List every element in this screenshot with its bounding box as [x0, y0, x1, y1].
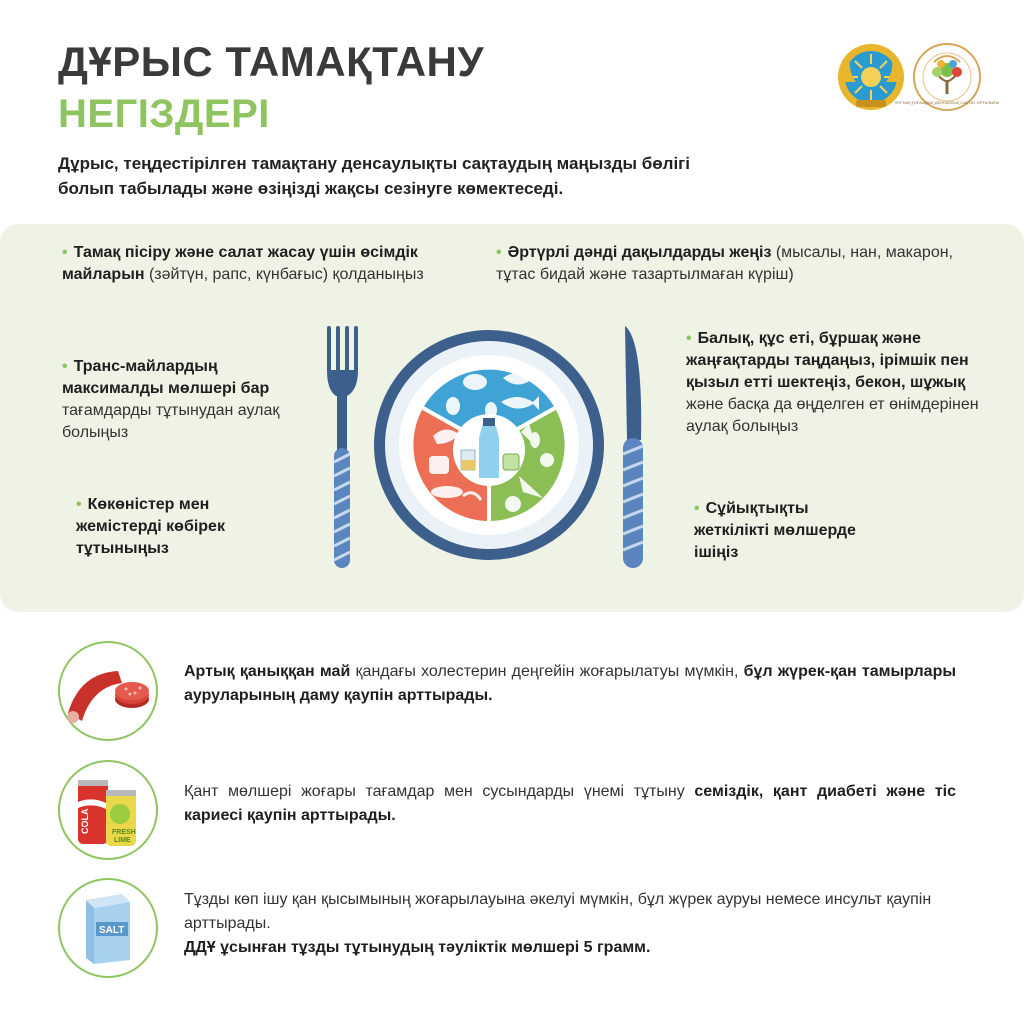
tip-trans-fats: • Транс-майлардың максималды мөлшері бар тағамдарды тұтынудан аулақ болыңыз: [62, 358, 280, 441]
fresh-label: FRESH: [112, 829, 136, 836]
risk-sugar: Қант мөлшері жоғары тағамдар мен сусындарды үнемі тұтыну семіздік, қант диабеті және тіс кариесі қаупін арттырады.: [184, 783, 956, 824]
page-title: ДҰРЫС ТАМАҚТАНУ: [58, 38, 485, 85]
bullet-icon: •: [62, 244, 68, 261]
salt-illustration: [58, 878, 158, 978]
health-center-logo-icon: [894, 42, 1000, 112]
tip-protein-choice: • Балық, құс еті, бұршақ және жаңғақтарды таңдаңыз, ірімшік пен қызыл етті шектеңіз, бекон, шұжық және басқа да өңделген ет өнімдерінен аулақ болыңыз: [686, 330, 979, 435]
bullet-icon: •: [686, 330, 692, 347]
risk-saturated-fat: Артық қаныққан май қандағы холестерин деңгейін жоғарылатуы мүмкін, бұл жүрек-қан тамырлары ауруларының даму қаупін арттырады.: [184, 663, 957, 704]
salt-pack-icon: [60, 880, 156, 976]
lime-label: LIME: [114, 837, 131, 844]
healthy-plate-illustration: [325, 320, 655, 580]
page-subtitle: НЕГІЗДЕРІ: [58, 92, 270, 136]
bullet-icon: •: [694, 500, 700, 517]
salt-label: SALT: [99, 925, 125, 936]
tip-fluids: • Сұйықтықты жеткілікті мөлшерде ішіңіз: [694, 500, 856, 561]
sausage-illustration: [58, 641, 158, 741]
risk-salt: Тұзды көп ішу қан қысымының жоғарылауына әкелуі мүмкін, бұл жүрек ауруы немесе инсульт қаупін арттырады. ДДҰ ұсынған тұзды тұтынудың тәуліктік мөлшері 5 грамм.: [184, 891, 932, 956]
bullet-icon: •: [76, 496, 82, 513]
bullet-icon: •: [62, 358, 68, 375]
tip-vegetable-oils: • Тамақ пісіру және салат жасау үшін өсімдік майларын (зәйтүн, рапс, күнбағыс) қолданыңыз: [62, 244, 424, 283]
sausage-icon: [60, 643, 156, 739]
soda-illustration: [58, 760, 158, 860]
bullet-icon: •: [496, 244, 502, 261]
tip-whole-grains: • Әртүрлі дәнді дақылдарды жеңіз (мысалы, нан, макарон, тұтас бидай және тазартылмаған күріш): [496, 244, 953, 283]
knife-icon: [623, 326, 643, 568]
fork-icon: [327, 326, 358, 568]
tip-fruits-vegetables: • Көкөністер мен жемістерді көбірек тұтыныңыз: [76, 496, 225, 557]
intro-text: Дұрыс, теңдестірілген тамақтану денсаулықты сақтаудың маңызды бөлігі болып табылады және өзіңізді жақсы сезінуге көмектеседі.: [58, 154, 690, 198]
soda-cans-icon: [60, 762, 156, 858]
cola-label: COLA: [80, 808, 90, 834]
org-logo-text: ҰЛТТЫҚ ҚОҒАМДЫҚ ДЕНСАУЛЫҚ САҚТАУ ОРТАЛЫҒЫ: [894, 100, 1000, 105]
